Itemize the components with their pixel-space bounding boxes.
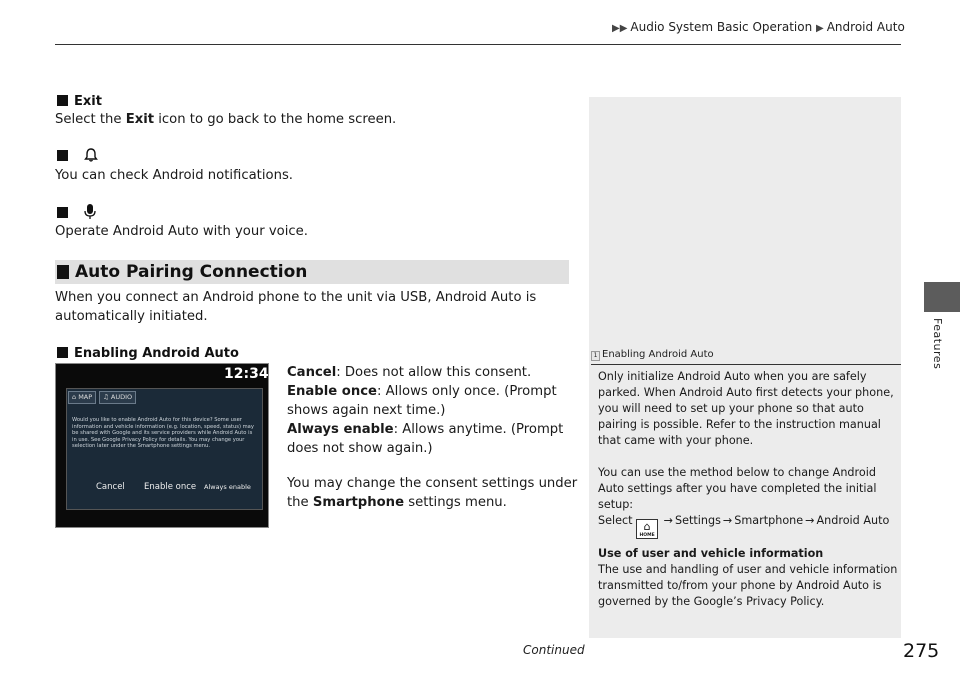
pairing-text-line2: automatically initiated. — [55, 309, 208, 324]
screen-clock: 12:34 — [224, 366, 269, 382]
audio-button[interactable]: ♫ AUDIO — [99, 391, 136, 404]
note-p1-l5: that came with your phone. — [598, 434, 754, 447]
section-bar-auto-pairing — [55, 260, 569, 284]
arrow-right-icon: → — [805, 514, 815, 527]
square-bullet-icon — [57, 347, 68, 358]
screen-cancel-button[interactable]: Cancel — [96, 482, 125, 492]
triangle-right-icon: ▶▶ — [612, 23, 628, 34]
note-p2-l1: You can use the method below to change Android — [598, 466, 876, 479]
page-number: 275 — [903, 640, 940, 662]
note-p2-l2: Auto settings after you have completed the initial — [598, 482, 877, 495]
pairing-text-line1: When you connect an Android phone to the unit via USB, Android Auto is — [55, 290, 537, 305]
breadcrumb-item-audio[interactable]: Audio System Basic Operation — [630, 20, 813, 34]
note-p2-l3: setup: — [598, 498, 634, 511]
always-enable-description: Always enable: Allows anytime. (Prompt — [287, 422, 564, 437]
square-bullet-icon — [57, 265, 69, 279]
note-p3-l2: transmitted to/from your phone by Android Auto is — [598, 579, 882, 592]
exit-heading — [57, 94, 102, 109]
section-title: Auto Pairing Connection — [75, 262, 308, 282]
always-enable-description-cont: does not show again.) — [287, 441, 433, 456]
bell-icon — [83, 147, 99, 163]
consent-message: Would you like to enable Android Auto for this device? Some user information and vehicle information (e.g. location, speed, status) may be shared with Google and its service providers while Android Auto is in use. See Google Privacy Policy for details. You may change your selection later under the Smartphone settings menu. — [72, 417, 254, 450]
change-settings-line2: the Smartphone settings menu. — [287, 495, 507, 510]
voice-text: Operate Android Auto with your voice. — [55, 224, 308, 239]
continued-label: Continued — [523, 643, 585, 657]
notification-text: You can check Android notifications. — [55, 168, 294, 183]
breadcrumb-item-android-auto[interactable]: Android Auto — [826, 20, 905, 34]
square-bullet-icon — [57, 95, 68, 106]
enable-once-description: Enable once: Allows only once. (Prompt — [287, 384, 557, 399]
breadcrumb — [612, 20, 905, 34]
note-p1-l4: pairing is possible. Refer to the instruction manual — [598, 418, 881, 431]
side-tab-label: Features — [931, 318, 944, 370]
map-button[interactable]: ⌂ MAP — [68, 391, 96, 404]
arrow-right-icon: → — [722, 514, 733, 527]
note-select-path: Select ⌂ HOME → Settings → Smartphone → Android Auto — [598, 514, 890, 538]
note-p1-l1: Only initialize Android Auto when you are safely — [598, 370, 867, 383]
note-tag-icon: 1 — [591, 351, 600, 361]
cancel-description: Cancel: Does not allow this consent. — [287, 365, 532, 380]
notification-heading — [57, 147, 99, 164]
exit-heading-text: Exit — [74, 94, 102, 109]
head-unit-screenshot — [55, 363, 269, 528]
enabling-heading-text: Enabling Android Auto — [74, 346, 239, 361]
note-heading: 1 Enabling Android Auto — [591, 349, 714, 361]
triangle-right-icon: ▶ — [816, 23, 824, 34]
square-bullet-icon — [57, 207, 68, 218]
enable-once-description-cont: shows again next time.) — [287, 403, 446, 418]
note-rule — [591, 364, 901, 365]
exit-text: Select the Exit icon to go back to the home screen. — [55, 112, 397, 127]
square-bullet-icon — [57, 150, 68, 161]
voice-heading — [57, 203, 97, 221]
note-p3-l3: governed by the Google’s Privacy Policy. — [598, 595, 825, 608]
note-p3-l1: The use and handling of user and vehicle information — [598, 563, 898, 576]
microphone-icon — [83, 203, 97, 220]
screen-always-enable-button[interactable]: Always enable — [204, 483, 251, 491]
home-button-icon[interactable]: ⌂ HOME — [636, 519, 658, 539]
header-rule — [55, 44, 901, 45]
change-settings-line1: You may change the consent settings under — [287, 476, 578, 491]
note-p1-l3: you will need to set up your phone so that auto — [598, 402, 864, 415]
screen-enable-once-button[interactable]: Enable once — [144, 482, 197, 492]
note-p3-title: Use of user and vehicle information — [598, 547, 824, 560]
side-tab-marker — [924, 282, 960, 312]
enabling-heading — [57, 346, 239, 361]
note-p1-l2: parked. When Android Auto first detects your phone, — [598, 386, 894, 399]
arrow-right-icon: → — [663, 514, 674, 527]
